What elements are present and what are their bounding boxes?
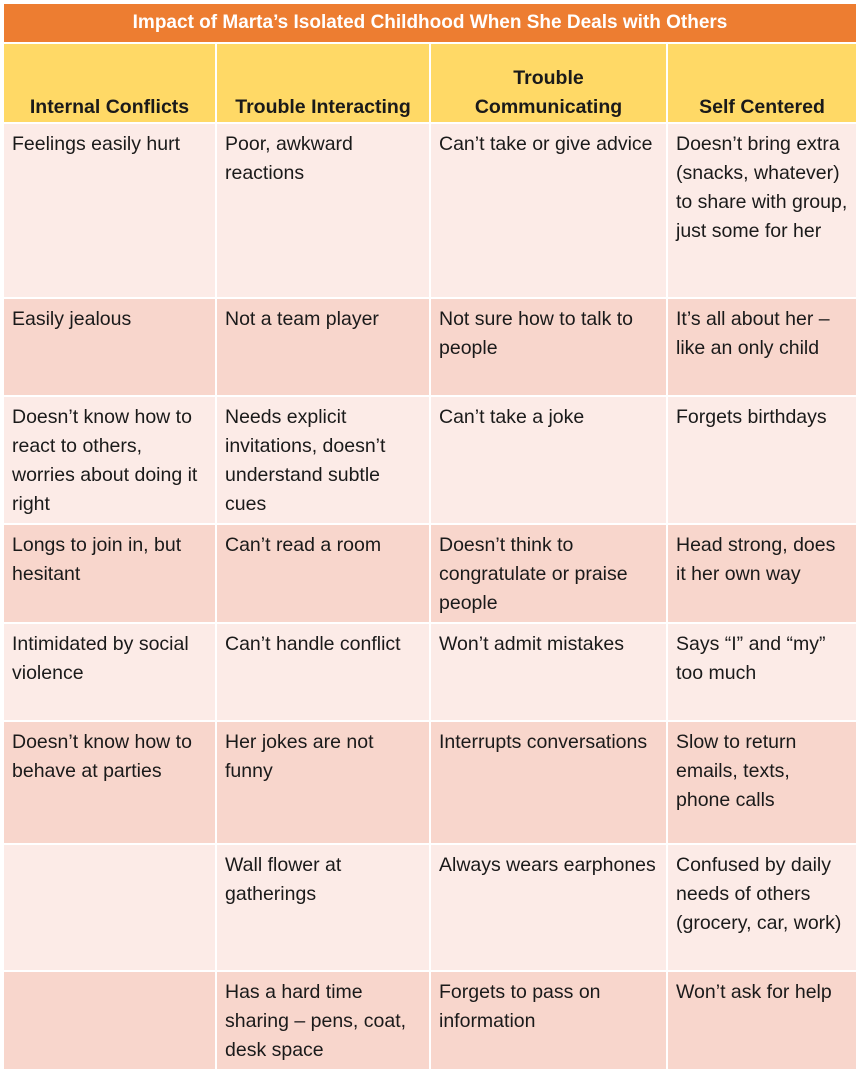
table-cell: Intimidated by social violence bbox=[3, 623, 216, 721]
table-cell: Forgets to pass on information bbox=[430, 971, 667, 1070]
table-title: Impact of Marta’s Isolated Childhood When She Deals with Others bbox=[3, 3, 857, 43]
table-cell: Doesn’t know how to behave at parties bbox=[3, 721, 216, 844]
header-row bbox=[3, 43, 857, 123]
table-cell: Slow to return emails, texts, phone calls bbox=[667, 721, 857, 844]
table-cell: Longs to join in, but hesitant bbox=[3, 524, 216, 623]
table-cell: Easily jealous bbox=[3, 298, 216, 396]
table-cell bbox=[3, 971, 216, 1070]
table-row bbox=[3, 623, 857, 721]
title-row bbox=[3, 3, 857, 43]
column-header: Trouble Interacting bbox=[216, 43, 430, 123]
table-cell: Feelings easily hurt bbox=[3, 123, 216, 298]
table-cell: Head strong, does it her own way bbox=[667, 524, 857, 623]
table-container bbox=[2, 2, 856, 1071]
table-cell: Confused by daily needs of others (grocery, car, work) bbox=[667, 844, 857, 971]
table-cell: Can’t take a joke bbox=[430, 396, 667, 524]
table-row bbox=[3, 298, 857, 396]
table-row bbox=[3, 971, 857, 1070]
table-cell: Can’t handle conflict bbox=[216, 623, 430, 721]
table-cell: Wall flower at gatherings bbox=[216, 844, 430, 971]
table-cell: Has a hard time sharing – pens, coat, desk space bbox=[216, 971, 430, 1070]
table-cell: Interrupts conversations bbox=[430, 721, 667, 844]
table-cell: Always wears earphones bbox=[430, 844, 667, 971]
table-row bbox=[3, 844, 857, 971]
table-cell: Not a team player bbox=[216, 298, 430, 396]
table-cell: Poor, awkward reactions bbox=[216, 123, 430, 298]
table-cell: Won’t admit mistakes bbox=[430, 623, 667, 721]
table-cell: Not sure how to talk to people bbox=[430, 298, 667, 396]
table-cell bbox=[3, 844, 216, 971]
table-cell: Needs explicit invitations, doesn’t understand subtle cues bbox=[216, 396, 430, 524]
table-row bbox=[3, 721, 857, 844]
column-header: Trouble Communicating bbox=[430, 43, 667, 123]
table-cell: Doesn’t bring extra (snacks, whatever) to share with group, just some for her bbox=[667, 123, 857, 298]
table-row bbox=[3, 396, 857, 524]
table-cell: It’s all about her – like an only child bbox=[667, 298, 857, 396]
table-cell: Doesn’t know how to react to others, worries about doing it right bbox=[3, 396, 216, 524]
table-row bbox=[3, 524, 857, 623]
column-header: Self Centered bbox=[667, 43, 857, 123]
table-cell: Forgets birthdays bbox=[667, 396, 857, 524]
table-cell: Doesn’t think to congratulate or praise people bbox=[430, 524, 667, 623]
table-row bbox=[3, 123, 857, 298]
table-cell: Won’t ask for help bbox=[667, 971, 857, 1070]
table-cell: Can’t take or give advice bbox=[430, 123, 667, 298]
table-cell: Her jokes are not funny bbox=[216, 721, 430, 844]
table-cell: Can’t read a room bbox=[216, 524, 430, 623]
column-header: Internal Conflicts bbox=[3, 43, 216, 123]
table-cell: Says “I” and “my” too much bbox=[667, 623, 857, 721]
impact-table bbox=[2, 2, 858, 1071]
